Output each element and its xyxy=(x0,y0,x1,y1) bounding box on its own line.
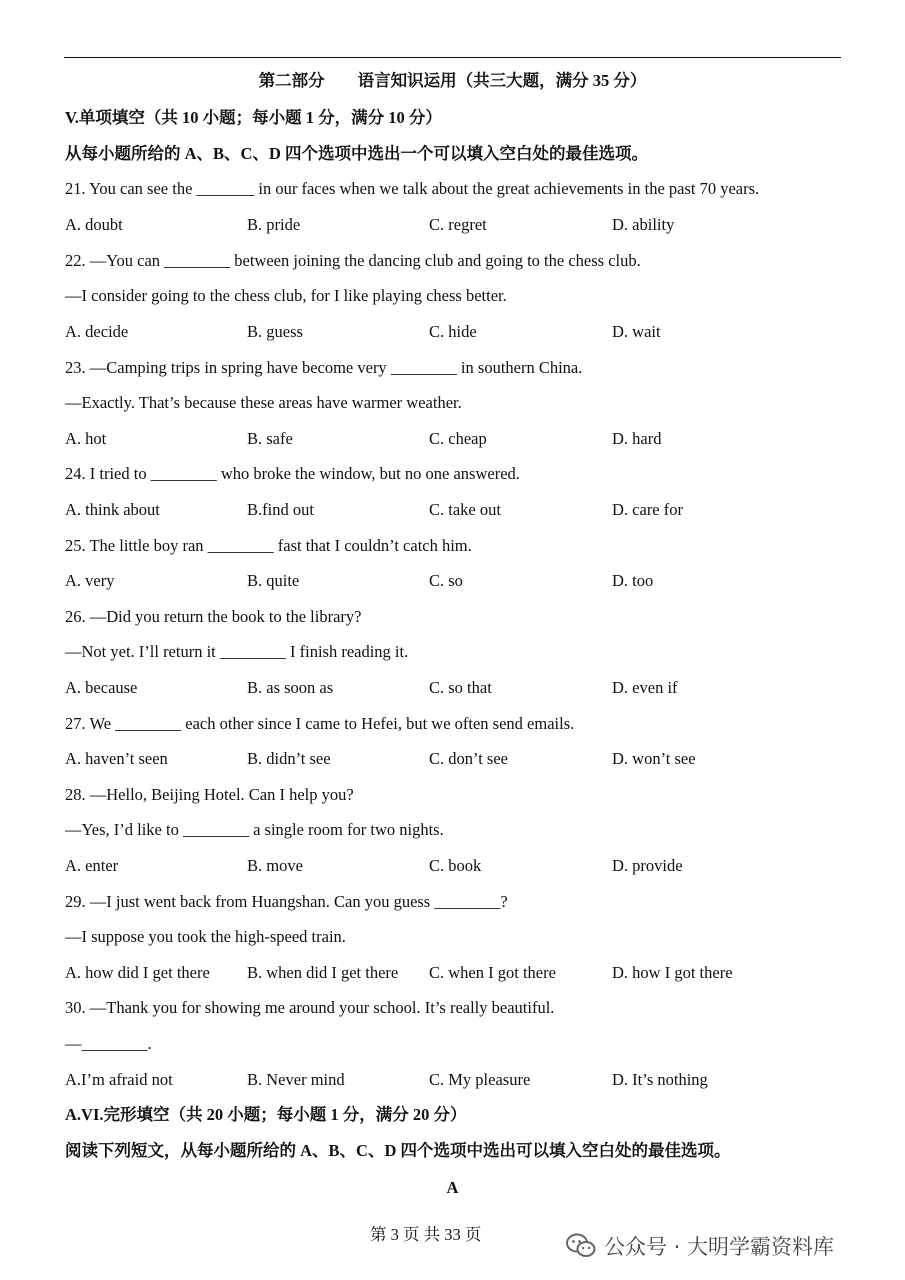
passage-label: A xyxy=(446,1178,459,1197)
option-d: D. care for xyxy=(612,500,683,519)
question-22-stem: 22. —You can ________ between joining the dancing club and going to the chess club. xyxy=(65,251,641,270)
option-b: B. Never mind xyxy=(247,1070,345,1089)
question-21-options xyxy=(65,214,845,236)
section-v-instruction: 从每小题所给的 A、B、C、D 四个选项中选出一个可以填入空白处的最佳选项。 xyxy=(65,144,649,163)
option-c: C. so that xyxy=(429,678,492,697)
option-b: B. didn’t see xyxy=(247,749,331,768)
question-30-options xyxy=(65,1069,845,1091)
option-b: B. safe xyxy=(247,429,293,448)
option-d: D. It’s nothing xyxy=(612,1070,708,1089)
option-b: B. guess xyxy=(247,322,303,341)
question-27-options xyxy=(65,748,845,770)
option-c: C. take out xyxy=(429,500,501,519)
option-a: A.I’m afraid not xyxy=(65,1070,173,1089)
question-22-options xyxy=(65,321,845,343)
option-c: C. don’t see xyxy=(429,749,508,768)
option-d: D. even if xyxy=(612,678,678,697)
question-23-reply: —Exactly. That’s because these areas have warmer weather. xyxy=(65,393,462,412)
option-b: B. as soon as xyxy=(247,678,334,697)
section-vi-title: A.VI.完形填空（共 20 小题；每小题 1 分，满分 20 分） xyxy=(65,1105,467,1124)
option-c: C. cheap xyxy=(429,429,487,448)
option-c: C. regret xyxy=(429,215,487,234)
option-c: C. book xyxy=(429,856,482,875)
option-a: A. how did I get there xyxy=(65,963,210,982)
option-a: A. hot xyxy=(65,429,107,448)
question-21-stem: 21. You can see the _______ in our faces when we talk about the great achievements in the past 70 years. xyxy=(65,179,760,198)
question-29-stem: 29. —I just went back from Huangshan. Can you guess ________? xyxy=(65,892,508,911)
option-a: A. decide xyxy=(65,322,129,341)
question-29-options xyxy=(65,962,845,984)
option-b: B. quite xyxy=(247,571,300,590)
question-30-stem: 30. —Thank you for showing me around your school. It’s really beautiful. xyxy=(65,998,555,1017)
question-24-options xyxy=(65,499,845,521)
question-22-reply: —I consider going to the chess club, for I like playing chess better. xyxy=(65,286,507,305)
option-b: B. pride xyxy=(247,215,301,234)
option-d: D. too xyxy=(612,571,654,590)
option-a: A. doubt xyxy=(65,215,123,234)
option-d: D. won’t see xyxy=(612,749,696,768)
question-29-reply: —I suppose you took the high-speed train. xyxy=(65,927,346,946)
option-c: C. when I got there xyxy=(429,963,556,982)
option-a: A. haven’t seen xyxy=(65,749,168,768)
option-d: D. wait xyxy=(612,322,661,341)
section-v-title: V.单项填空（共 10 小题；每小题 1 分，满分 10 分） xyxy=(65,108,442,127)
watermark-text: 公众号 · 大明学霸资料库 xyxy=(604,1235,835,1259)
question-30-reply: —________. xyxy=(65,1034,152,1053)
option-b: B. when did I get there xyxy=(247,963,399,982)
option-a: A. because xyxy=(65,678,138,697)
part-title: 第二部分 语言知识运用（共三大题，满分 35 分） xyxy=(258,71,647,90)
question-23-stem: 23. —Camping trips in spring have become very ________ in southern China. xyxy=(65,358,583,377)
page-number: 第 3 页 共 33 页 xyxy=(370,1225,482,1244)
question-23-options xyxy=(65,428,845,450)
wechat-icon xyxy=(566,1233,596,1259)
option-a: A. very xyxy=(65,571,115,590)
question-26-options xyxy=(65,677,845,699)
question-28-options xyxy=(65,855,845,877)
option-a: A. enter xyxy=(65,856,119,875)
question-26-reply: —Not yet. I’ll return it ________ I finish reading it. xyxy=(65,642,409,661)
question-28-stem: 28. —Hello, Beijing Hotel. Can I help you? xyxy=(65,785,354,804)
option-c: C. My pleasure xyxy=(429,1070,531,1089)
question-25-stem: 25. The little boy ran ________ fast that I couldn’t catch him. xyxy=(65,536,472,555)
section-vi-instruction: 阅读下列短文，从每小题所给的 A、B、C、D 四个选项中选出可以填入空白处的最佳选项。 xyxy=(65,1141,731,1160)
option-a: A. think about xyxy=(65,500,160,519)
option-c: C. hide xyxy=(429,322,477,341)
option-d: D. hard xyxy=(612,429,662,448)
question-27-stem: 27. We ________ each other since I came to Hefei, but we often send emails. xyxy=(65,714,575,733)
question-25-options xyxy=(65,570,845,592)
question-24-stem: 24. I tried to ________ who broke the window, but no one answered. xyxy=(65,464,520,483)
option-b: B. move xyxy=(247,856,303,875)
option-d: D. how I got there xyxy=(612,963,733,982)
option-c: C. so xyxy=(429,571,463,590)
option-d: D. provide xyxy=(612,856,683,875)
option-b: B.find out xyxy=(247,500,314,519)
option-d: D. ability xyxy=(612,215,675,234)
question-28-reply: —Yes, I’d like to ________ a single room for two nights. xyxy=(65,820,444,839)
watermark xyxy=(566,1229,834,1263)
question-26-stem: 26. —Did you return the book to the library? xyxy=(65,607,362,626)
top-divider xyxy=(64,57,841,58)
